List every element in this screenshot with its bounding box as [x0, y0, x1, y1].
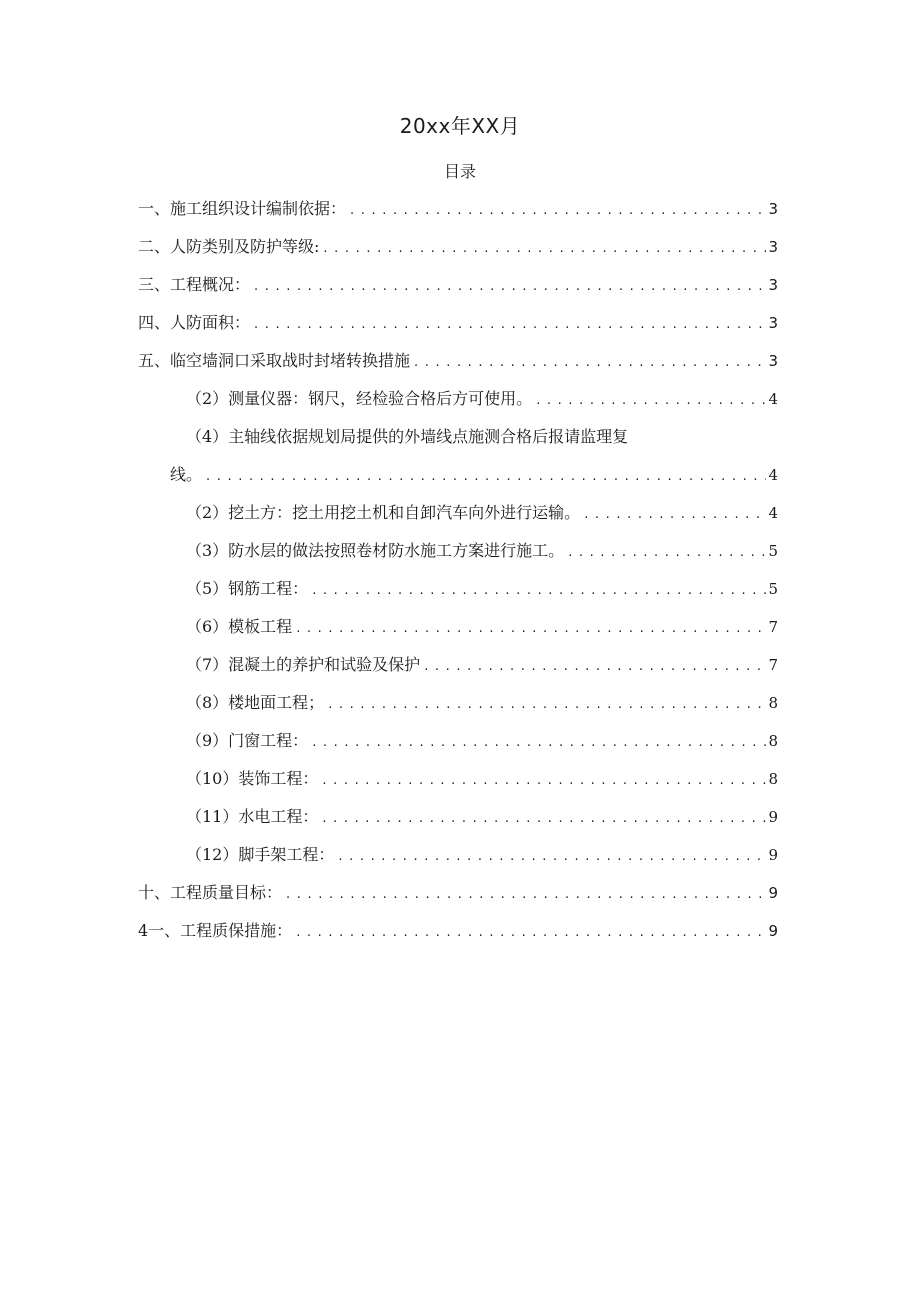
toc-dot-leader	[334, 838, 766, 876]
toc-page-number: 4	[768, 390, 778, 408]
toc-dot-leader	[324, 686, 766, 724]
toc-entry[interactable]	[138, 760, 778, 798]
toc-dot-leader	[580, 496, 766, 534]
toc-page-number: 3	[768, 276, 778, 294]
table-of-contents	[138, 190, 778, 950]
toc-entry[interactable]	[138, 570, 778, 608]
toc-entry-title: （8）楼地面工程；	[186, 693, 325, 712]
toc-entry[interactable]	[138, 912, 778, 950]
toc-entry-title: 一、施工组织设计编制依据：	[138, 199, 347, 218]
toc-dot-leader	[308, 724, 766, 762]
toc-dot-leader	[308, 572, 766, 610]
toc-page-number: 9	[768, 922, 778, 940]
toc-heading: 目录	[443, 162, 476, 181]
toc-entry[interactable]	[138, 380, 778, 418]
toc-entry-title: （9）门窗工程：	[186, 731, 309, 750]
toc-entry[interactable]	[138, 456, 778, 494]
toc-entry-title: 线。	[170, 465, 203, 484]
toc-dot-leader	[292, 914, 766, 952]
toc-page-number: 3	[768, 200, 778, 218]
toc-dot-leader	[282, 876, 766, 914]
toc-entry[interactable]	[138, 608, 778, 646]
toc-dot-leader	[250, 268, 766, 306]
toc-page-number: 7	[768, 618, 778, 636]
toc-dot-leader	[202, 458, 766, 496]
toc-page-number: 4	[768, 504, 778, 522]
toc-entry[interactable]	[138, 684, 778, 722]
toc-entry[interactable]	[138, 304, 778, 342]
toc-page-number: 8	[768, 770, 778, 788]
toc-page-number: 9	[768, 884, 778, 902]
toc-entry-title: 4一、工程质保措施：	[138, 921, 293, 940]
toc-dot-leader	[318, 762, 766, 800]
toc-entry-title: 五、临空墙洞口采取战时封堵转换措施	[138, 351, 411, 370]
toc-entry-title: （3）防水层的做法按照卷材防水施工方案进行施工。	[186, 541, 565, 560]
toc-dot-leader	[420, 648, 766, 686]
toc-entry[interactable]	[138, 646, 778, 684]
toc-page-number: 7	[768, 656, 778, 674]
toc-entry[interactable]	[138, 266, 778, 304]
toc-page-number: 4	[768, 466, 778, 484]
toc-entry-title: 二、人防类别及防护等级:	[138, 237, 320, 256]
date-title: 20xx年XX月	[399, 114, 521, 138]
toc-page-number: 3	[768, 238, 778, 256]
toc-page-number: 3	[768, 352, 778, 370]
toc-entry[interactable]: （4）主轴线依据规划局提供的外墙线点施测合格后报请监理复	[186, 427, 629, 446]
toc-page-number: 5	[768, 580, 778, 598]
toc-entry[interactable]	[138, 342, 778, 380]
toc-entry-title: 四、人防面积：	[138, 313, 251, 332]
toc-entry-title: （2）测量仪器：钢尺，经检验合格后方可使用。	[186, 389, 533, 408]
toc-page-number: 9	[768, 808, 778, 826]
toc-page-number: 3	[768, 314, 778, 332]
toc-dot-leader	[319, 230, 766, 268]
toc-entry-title: 三、工程概况：	[138, 275, 251, 294]
toc-entry[interactable]	[138, 836, 778, 874]
toc-dot-leader	[292, 610, 766, 648]
toc-entry-title: （7）混凝土的养护和试验及保护	[186, 655, 421, 674]
toc-dot-leader	[532, 382, 766, 420]
toc-entry-title: 十、工程质量目标：	[138, 883, 283, 902]
toc-dot-leader	[410, 344, 766, 382]
toc-dot-leader	[564, 534, 766, 572]
toc-dot-leader	[318, 800, 766, 838]
toc-entry[interactable]	[138, 228, 778, 266]
toc-entry[interactable]	[138, 722, 778, 760]
toc-page-number: 9	[768, 846, 778, 864]
toc-entry-title: （6）模板工程	[186, 617, 293, 636]
toc-entry-title: （5）钢筋工程：	[186, 579, 309, 598]
toc-dot-leader	[346, 192, 766, 230]
toc-entry[interactable]	[138, 532, 778, 570]
toc-entry-title: （10）装饰工程：	[186, 769, 319, 788]
toc-entry[interactable]	[138, 798, 778, 836]
toc-page-number: 8	[768, 732, 778, 750]
toc-page-number: 5	[768, 542, 778, 560]
toc-entry[interactable]	[138, 190, 778, 228]
toc-entry[interactable]	[138, 494, 778, 532]
toc-entry-title: （2）挖土方：挖土用挖土机和自卸汽车向外进行运输。	[186, 503, 581, 522]
toc-entry-title: （12）脚手架工程：	[186, 845, 335, 864]
toc-dot-leader	[250, 306, 766, 344]
toc-entry-title: （11）水电工程：	[186, 807, 319, 826]
toc-page-number: 8	[768, 694, 778, 712]
toc-entry[interactable]	[138, 874, 778, 912]
